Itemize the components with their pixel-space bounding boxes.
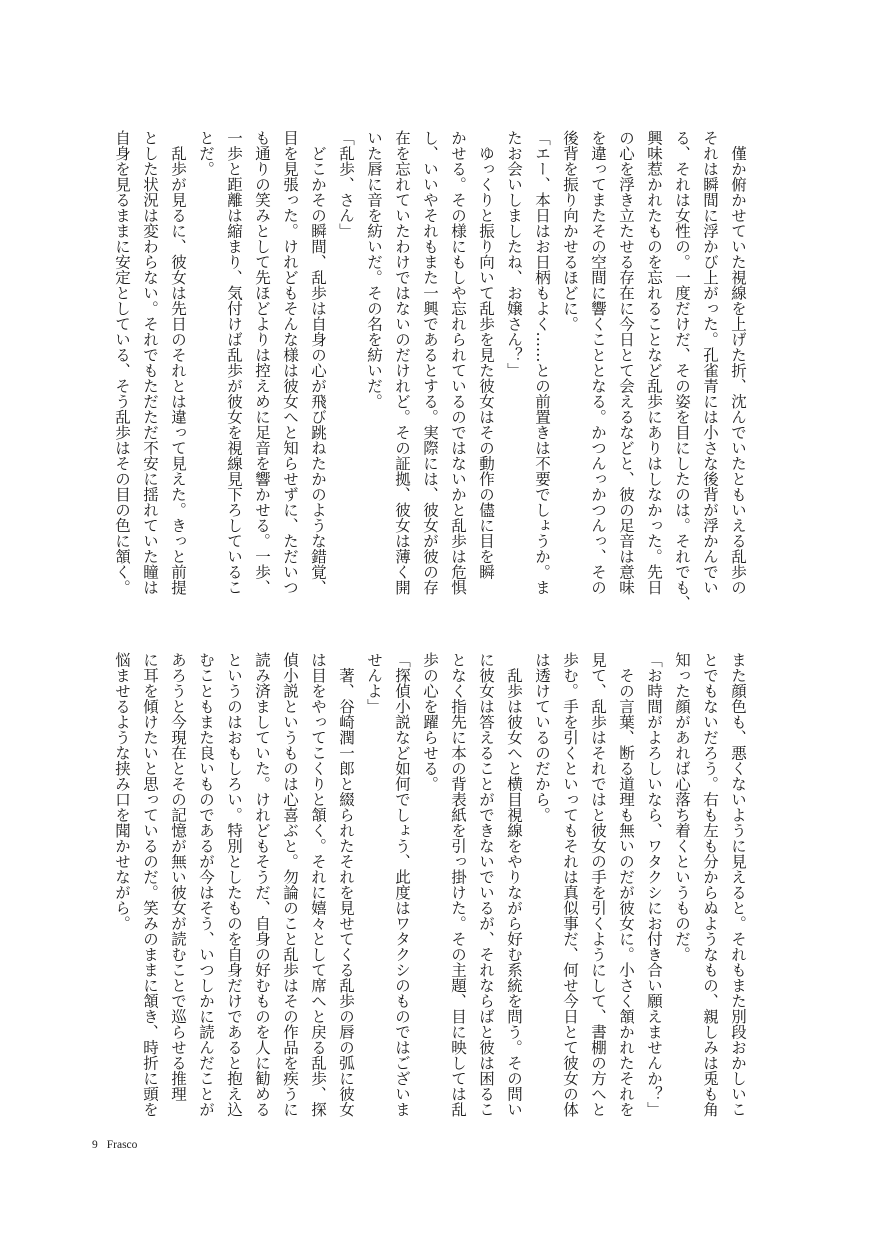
text-column: 後背を振り向かせるほどに。 (561, 130, 579, 332)
text-column: を違ってまたその空間に響くこととなる。かつんっかつんっ、その (589, 130, 607, 595)
text-column: あろうと今現在とその記憶が無い彼女が読むことで巡らせる推理 (169, 652, 187, 1102)
text-column: 目を見張った。けれどもそんな様は彼女へと知らせずに、ただいつ (281, 130, 299, 595)
text-column: 読み済ましていた。けれどもそうだ、自身の好むものを人に勧める (253, 652, 271, 1117)
text-column: に耳を傾けたいと思っているのだ。笑みのままに頷き、時折に頭を (141, 652, 159, 1117)
text-column: 歩む。手を引くといってもそれは真似事だ、何せ今日とて彼女の体 (561, 652, 579, 1117)
text-column: の心を浮き立たせる存在に今日とて会えるなどと、彼の足音は意味 (617, 130, 635, 595)
text-column: 興味惹かれたものを忘れることなど乱歩にありはしなかった。先日 (645, 130, 663, 595)
text-column: 知った顔があれば心落ち着くというものだ。 (673, 652, 691, 962)
text-column: 自身を見るままに安定としている、そう乱歩はその目の色に頷く。 (113, 130, 131, 595)
text-column: る、それは女性の。一度だけだ、その姿を目にしたのは。それでも、 (673, 130, 691, 611)
text-column: 著、谷崎潤一郎と綴られたそれを見せてくる乱歩の唇の弧に彼女 (337, 652, 355, 1117)
text-column: とでもないだろう。右も左も分からぬようなもの、親しみは兎も角 (701, 652, 719, 1117)
text-column: となく指先に本の背表紙を引っ掛けた。その主題、目に映しては乱 (449, 652, 467, 1117)
text-column: は目をやってこくりと頷く。それに嬉々として席へと戻る乱歩、探 (309, 652, 327, 1117)
page-number: 9 (92, 1139, 98, 1151)
text-column: 在を忘れていたわけではないのだけれど。その証拠、彼女は薄く開 (393, 130, 411, 595)
text-column: せんよ」 (365, 652, 383, 714)
text-column: かせる。その様にもしや忘れられているのではないかと乱歩は危惧 (449, 130, 467, 595)
text-column: 偵小説というものは心喜ぶと。勿論のこと乱歩はその作品を疾うに (281, 652, 299, 1117)
text-column: 乱歩は彼女へと横目視線をやりながら好む系統を問う。その問い (505, 652, 523, 1117)
text-column: とした状況は変わらない。それでもただただ不安に揺れていた瞳は (141, 130, 159, 595)
text-column: 「お時間がよろしいなら、ワタクシにお付き合い願えませんか？」 (645, 652, 663, 1117)
text-column: は透けているのだから。 (533, 652, 551, 823)
text-column: いた唇に音を紡いだ。その名を紡いだ。 (365, 130, 383, 409)
text-column: 「エー、本日はお日柄もよく……との前置きは不要でしょうか。ま (533, 130, 551, 595)
bottom-text-block (108, 652, 752, 1122)
text-column: というのはおもしろい。特別としたものを自身だけであると抱え込 (225, 652, 243, 1117)
text-column: に彼女は答えることができないでいるが、それならばと彼は困るこ (477, 652, 495, 1117)
text-column: ゆっくりと振り向いて乱歩を見た彼女はその動作の儘に目を瞬 (477, 130, 495, 580)
text-column: それは瞬間に浮かび上がった。孔雀青には小さな後背が浮かんでい (701, 130, 719, 595)
text-column: 「乱歩、さん」 (337, 130, 355, 239)
text-column: 僅か俯かせていた視線を上げた折、沈んでいたともいえる乱歩の (729, 130, 747, 595)
text-column: 見て、乱歩はそれではと彼女の手を引くようにして、書棚の方へと (589, 652, 607, 1117)
text-column: 「探偵小説など如何でしょう、此度はワタクシのものではございま (393, 652, 411, 1117)
text-column: むこともまた良いものであるが今はそう、いつしかに読んだことが (197, 652, 215, 1117)
page-footer (92, 1139, 137, 1151)
top-text-block (108, 130, 752, 611)
text-column: また顔色も、悪くないように見えると。それもまた別段おかしいこ (729, 652, 747, 1117)
text-column: 一歩と距離は縮まり、気付けば乱歩が彼女を視線見下ろしているこ (225, 130, 243, 595)
text-column: し、いいやそれもまた一興であるとする。実際には、彼女が彼の存 (421, 130, 439, 595)
text-column: 歩の心を躍らせる。 (421, 652, 439, 792)
text-column: 悩ませるような挟み口を聞かせながら。 (113, 652, 131, 931)
text-column: どこかその瞬間、乱歩は自身の心が飛び跳ねたかのような錯覚、 (309, 130, 327, 595)
running-title: Frasco (106, 1139, 138, 1151)
text-column: たお会いしましたね、お嬢さん？」 (505, 130, 523, 378)
text-column: も通りの笑みとして先ほどよりは控えめに足音を響かせる。一歩、 (253, 130, 271, 595)
text-column: とだ。 (197, 130, 215, 177)
text-column: その言葉、断る道理も無いのだが彼女に。小さく頷かれたそれを (617, 652, 635, 1117)
text-column: 乱歩が見るに、彼女は先日のそれとは違って見えた。きっと前提 (169, 130, 187, 595)
